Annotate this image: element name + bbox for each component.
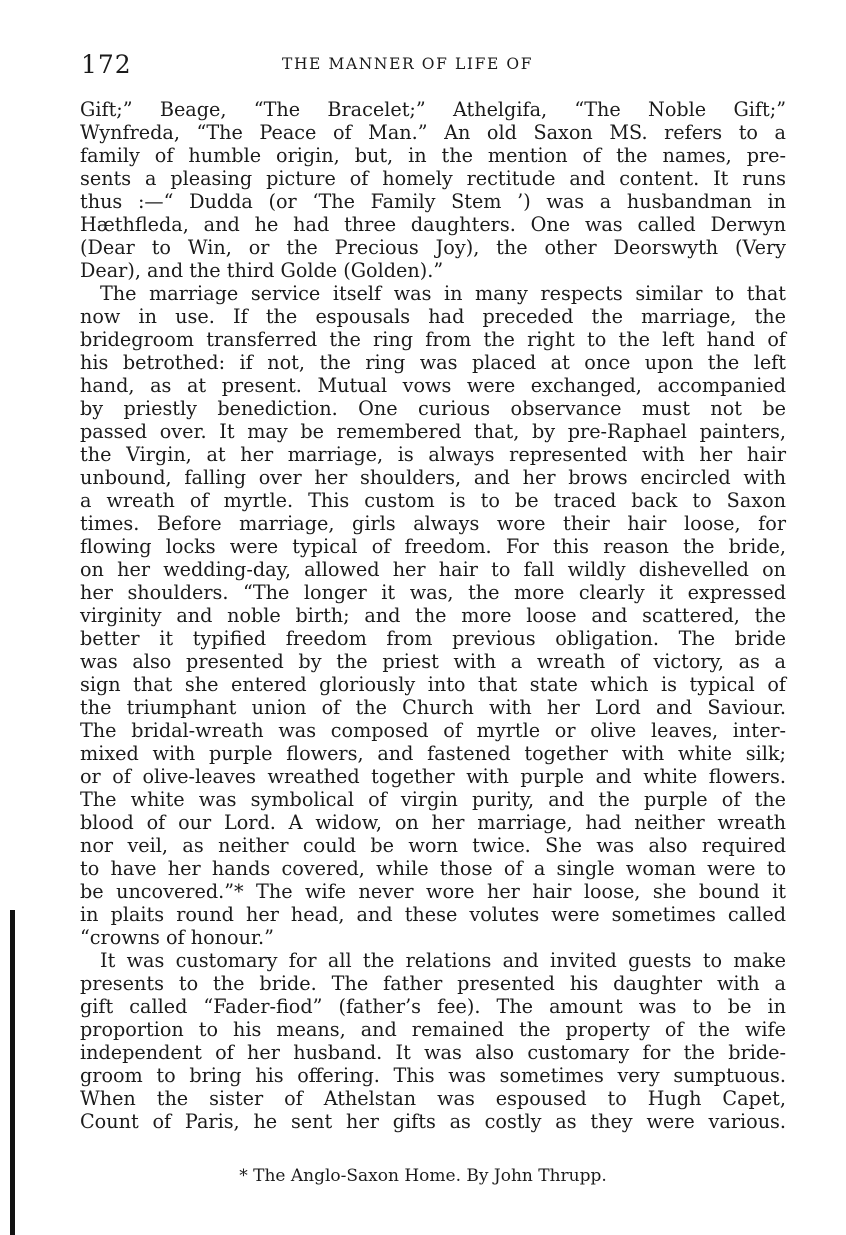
text-line: (Dear to Win, or the Precious Joy), the other Deorswyth (Very <box>80 236 786 259</box>
text-line: on her wedding-day, allowed her hair to fall wildly dishevelled on <box>80 558 786 581</box>
text-line: bridegroom transferred the ring from the right to the left hand of <box>80 328 786 351</box>
body-text <box>80 98 786 1133</box>
text-line: Dear), and the third Golde (Golden).” <box>80 259 444 282</box>
footnote: * The Anglo-Saxon Home. By John Thrupp. <box>239 1166 607 1186</box>
text-line: by priestly benediction. One curious observance must not be <box>80 397 786 420</box>
text-line: Wynfreda, “The Peace of Man.” An old Saxon MS. refers to a <box>80 121 786 144</box>
text-line: nor veil, as neither could be worn twice. She was also required <box>80 834 786 857</box>
text-line: was also presented by the priest with a wreath of victory, as a <box>80 650 786 673</box>
text-line: sents a pleasing picture of homely rectitude and content. It runs <box>80 167 786 190</box>
text-line: Count of Paris, he sent her gifts as costly as they were various. <box>80 1110 786 1133</box>
text-line: groom to bring his offering. This was sometimes very sumptuous. <box>80 1064 786 1087</box>
text-line: the Virgin, at her marriage, is always represented with her hair <box>80 443 786 466</box>
text-line: unbound, falling over her shoulders, and her brows encircled with <box>80 466 786 489</box>
text-line: Hæthfleda, and he had three daughters. One was called Derwyn <box>80 213 786 236</box>
text-line: thus :—“ Dudda (or ‘The Family Stem ’) was a husbandman in <box>80 190 786 213</box>
text-line: proportion to his means, and remained the property of the wife <box>80 1018 786 1041</box>
margin-scan-edge <box>10 910 15 1235</box>
page-number: 172 <box>81 50 132 79</box>
text-line: mixed with purple flowers, and fastened together with white silk; <box>80 742 786 765</box>
text-line: her shoulders. “The longer it was, the more clearly it expressed <box>80 581 786 604</box>
text-line: flowing locks were typical of freedom. For this reason the bride, <box>80 535 786 558</box>
text-line: Gift;” Beage, “The Bracelet;” Athelgifa, “The Noble Gift;” <box>80 98 786 121</box>
text-line: now in use. If the espousals had preceded the marriage, the <box>80 305 786 328</box>
text-line: presents to the bride. The father presented his daughter with a <box>80 972 786 995</box>
text-line: a wreath of myrtle. This custom is to be traced back to Saxon <box>80 489 786 512</box>
text-line: better it typified freedom from previous obligation. The bride <box>80 627 786 650</box>
text-line: family of humble origin, but, in the mention of the names, pre- <box>80 144 786 167</box>
text-line: The bridal-wreath was composed of myrtle or olive leaves, inter- <box>80 719 786 742</box>
text-line: his betrothed: if not, the ring was placed at once upon the left <box>80 351 786 374</box>
text-line: to have her hands covered, while those of a single woman were to <box>80 857 786 880</box>
text-line: sign that she entered gloriously into that state which is typical of <box>80 673 786 696</box>
text-line: or of olive-leaves wreathed together with purple and white flowers. <box>80 765 786 788</box>
text-line: virginity and noble birth; and the more loose and scattered, the <box>80 604 786 627</box>
text-line: “crowns of honour.” <box>80 926 274 949</box>
text-line: times. Before marriage, girls always wore their hair loose, for <box>80 512 786 535</box>
text-line: hand, as at present. Mutual vows were exchanged, accompanied <box>80 374 786 397</box>
text-line: The marriage service itself was in many respects similar to that <box>100 282 786 305</box>
text-line: be uncovered.”* The wife never wore her hair loose, she bound it <box>80 880 786 903</box>
running-head-title: THE MANNER OF LIFE OF <box>282 55 534 73</box>
text-line: the triumphant union of the Church with her Lord and Saviour. <box>80 696 786 719</box>
text-line: When the sister of Athelstan was espoused to Hugh Capet, <box>80 1087 786 1110</box>
text-line: blood of our Lord. A widow, on her marriage, had neither wreath <box>80 811 786 834</box>
text-line: in plaits round her head, and these volutes were sometimes called <box>80 903 786 926</box>
text-line: The white was symbolical of virgin purity, and the purple of the <box>80 788 786 811</box>
text-line: independent of her husband. It was also customary for the bride- <box>80 1041 786 1064</box>
text-line: passed over. It may be remembered that, by pre-Raphael painters, <box>80 420 786 443</box>
text-line: It was customary for all the relations and invited guests to make <box>100 949 786 972</box>
text-line: gift called “Fader-fiod” (father’s fee). The amount was to be in <box>80 995 786 1018</box>
